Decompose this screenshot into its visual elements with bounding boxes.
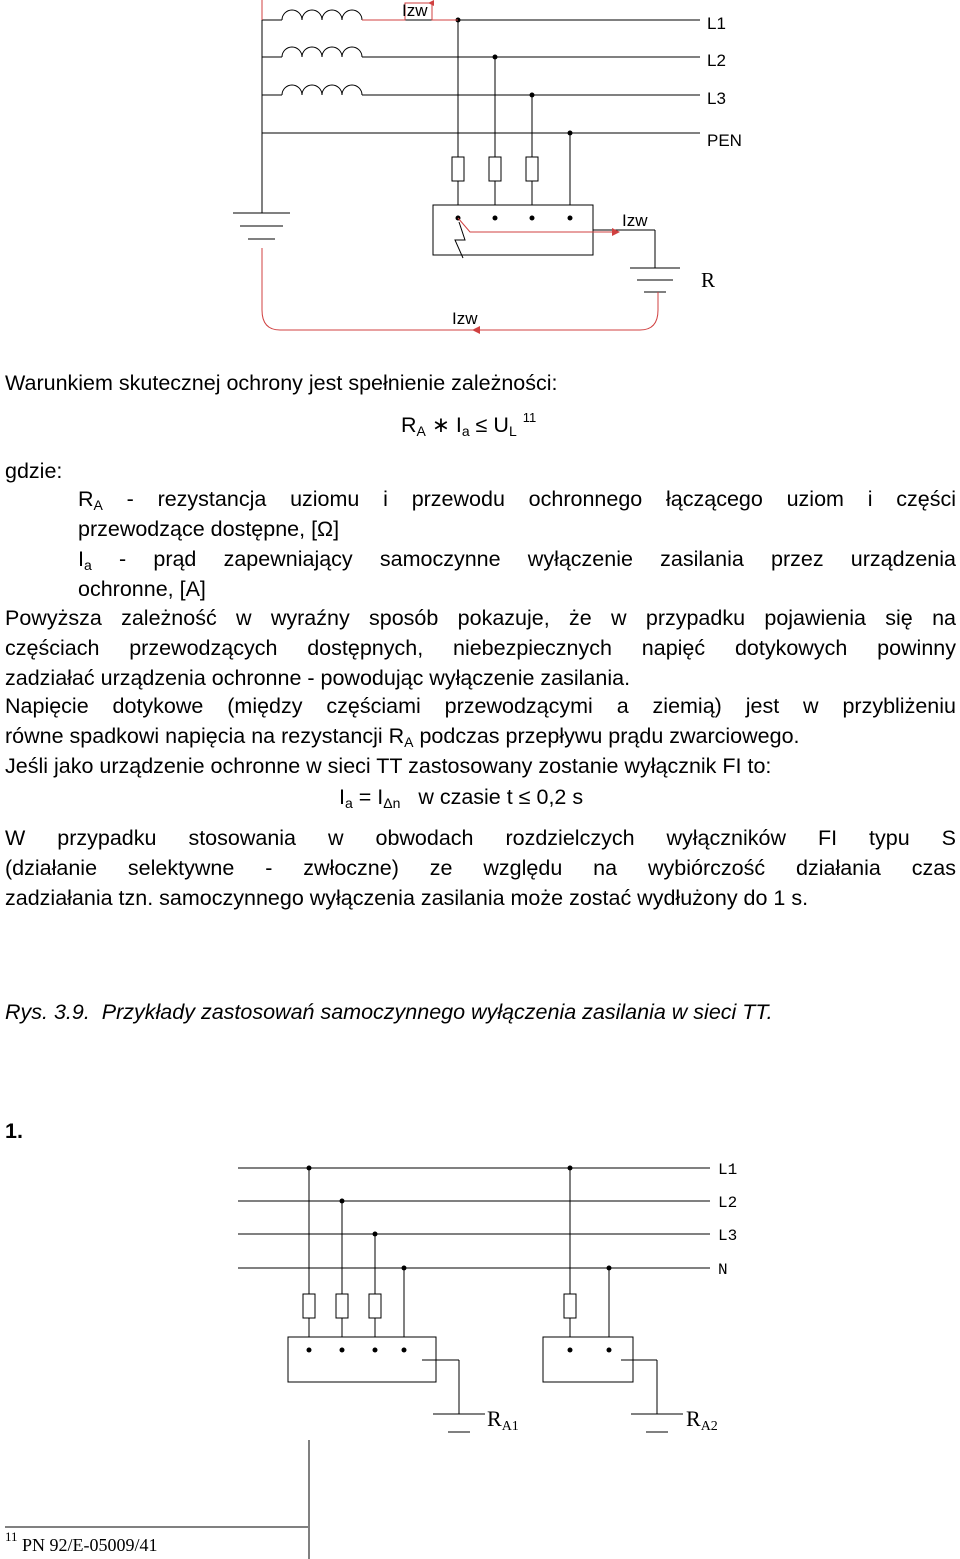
device-1 xyxy=(288,1337,436,1382)
def-ra-line2: przewodzące dostępne, [Ω] xyxy=(78,517,340,541)
label-r: R xyxy=(701,268,716,292)
p3-line1: Jeśli jako urządzenie ochronne w sieci TT zastosowany zostanie wyłącznik FI to: xyxy=(5,754,772,778)
device-2 xyxy=(543,1337,633,1382)
fuse-b xyxy=(336,1294,348,1318)
p1-line3: zadziałać urządzenia ochronne - powodując wyłączenie zasilania. xyxy=(5,666,631,690)
fuse-c xyxy=(369,1294,381,1318)
fuse-d xyxy=(564,1294,576,1318)
intro-text: Warunkiem skutecznej ochrony jest spełnienie zależności: xyxy=(5,371,558,395)
label-l1: L1 xyxy=(707,14,726,33)
label-pen: PEN xyxy=(707,131,742,150)
label-izw-bottom: Izw xyxy=(452,309,478,328)
p1-line2: częściach przewodzących dostępnych, niebezpiecznych napięć dotykowych powinny xyxy=(5,636,956,660)
fuse-a xyxy=(303,1294,315,1318)
label2-l2: L2 xyxy=(718,1194,738,1212)
p4-line3: zadziałania tzn. samoczynnego wyłączenia zasilania może zostać wydłużony do 1 s. xyxy=(5,886,809,910)
label-l2: L2 xyxy=(707,51,726,70)
label-izw-top: Izw xyxy=(402,1,428,20)
def-ia-line2: ochronne, [A] xyxy=(78,577,206,601)
formula-ia-idn: $I_a = I_{\Delta n}$ w czasie t ≤ 0,2 s xyxy=(339,785,584,811)
p2-line1: Napięcie dotykowe (między częściami przewodzącymi a ziemią) jest w przybliżeniu xyxy=(5,694,956,718)
label-izw-mid: Izw xyxy=(622,211,648,230)
figure-caption: Rys. 3.9. Przykłady zastosowań samoczynnego wyłączenia zasilania w sieci TT. xyxy=(5,1000,773,1024)
p4-line1: W przypadku stosowania w obwodach rozdzielczych wyłączników FI typu S xyxy=(5,826,956,850)
label2-n: N xyxy=(718,1261,728,1279)
footnote-ref: 11 xyxy=(522,410,537,425)
def-ia-line1: $I_a$ - prąd zapewniający samoczynne wyłączenie zasilania przez urządzenia xyxy=(78,547,956,573)
formula-ra-ia-ul: $R_A$ ∗ $I_a \le U_L$ $^{11}$ xyxy=(401,410,537,439)
label-l3: L3 xyxy=(707,89,726,108)
def-ra-line1: $R_A$ - rezystancja uziomu i przewodu ochronnego łączącego uziom i części xyxy=(78,487,956,513)
section-number: 1. xyxy=(5,1119,23,1143)
p2-line2: równe spadkowi napięcia na rezystancji $R_A$ podczas przepływu prądu zwarciowego. xyxy=(5,724,800,750)
label-ra1: $R_{A1}$ xyxy=(487,1406,519,1434)
p4-line2: (działanie selektywne - zwłoczne) ze względu na wybiórczość działania czas xyxy=(5,856,956,880)
label2-l1: L1 xyxy=(718,1161,738,1179)
label-ra2: $R_{A2}$ xyxy=(686,1406,718,1434)
gdzie-label: gdzie: xyxy=(5,459,63,483)
label2-l3: L3 xyxy=(718,1227,738,1245)
footnote: $^{11}$ PN 92/E-05009/41 xyxy=(5,1529,158,1555)
p1-line1: Powyższa zależność w wyraźny sposób pokazuje, że w przypadku pojawienia się na xyxy=(5,606,956,630)
